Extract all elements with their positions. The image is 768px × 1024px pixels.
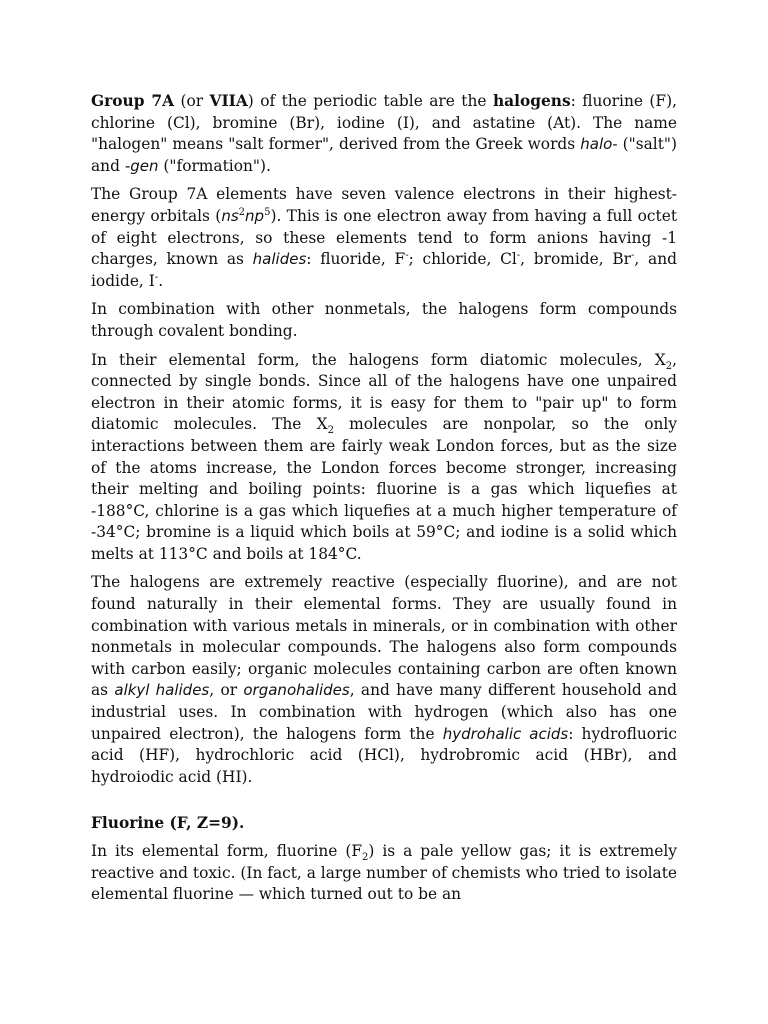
text-run: , bromide, Br	[520, 250, 632, 269]
charge-superscript: -	[405, 250, 409, 262]
text-run: , connected by single bonds. Since all of the halogens have one unpaired electron in their atomic forms, it is easy for them to "pair up" to form diatomic molecules. The X	[91, 350, 677, 434]
charge-superscript: -	[154, 271, 159, 283]
document-page	[91, 91, 677, 913]
text-run: In their elemental form, the halogens form diatomic molecules, X	[91, 350, 666, 369]
organohalides-term: organohalides	[243, 681, 350, 700]
text-run: , and iodide, I	[91, 250, 677, 290]
text-run: , and have many different household and industrial uses. In combination with hydrogen (which also has one unpaired electron), the halogens form the	[91, 681, 677, 743]
paragraph-intro	[91, 91, 677, 177]
paragraph-diatomic	[91, 350, 677, 566]
gen-term: -gen	[124, 156, 159, 175]
text-run: : fluorine (F), chlorine (Cl), bromine (Br), iodine (I), and astatine (At). The name "halogen" means "salt former", derived from the Greek words	[91, 92, 677, 154]
text-run: ) is a pale yellow gas; it is extremely reactive and toxic. (In fact, a large number of chemists who tried to isolate elemental fluorine — which turned out to be an	[91, 842, 677, 904]
text-run: In its elemental form, fluorine (F	[91, 842, 363, 860]
viia-term: VIIA	[209, 92, 248, 110]
subscript: 2	[362, 852, 369, 864]
halides-term: halides	[252, 250, 307, 269]
text-run: ). This is one electron away from having a full octet of eight electrons, so these elements tend to form anions having -1 charges, known as	[91, 206, 678, 269]
paragraph-valence	[91, 184, 677, 292]
paragraph-reactivity	[91, 572, 677, 788]
alkyl-halides-term: alkyl halides	[114, 681, 210, 700]
charge-superscript: -	[516, 250, 521, 262]
ns-term: ns	[221, 206, 239, 225]
section-gap	[91, 795, 677, 813]
group-7a-term: Group 7A	[91, 92, 175, 110]
text-run: - ("salt") and	[91, 135, 677, 175]
text-run: .	[158, 271, 164, 290]
text-run: (or	[174, 92, 210, 110]
section-heading-fluorine: Fluorine (F, Z=9).	[91, 814, 245, 833]
text-run: : hydrofluoric acid (HF), hydrochloric acid (HCl), hydrobromic acid (HBr), and hydroiodic acid (HI).	[91, 724, 677, 786]
text-run: ("formation").	[158, 156, 271, 175]
np-term: np	[245, 206, 265, 225]
text-run: , or	[209, 681, 244, 700]
charge-superscript: -	[631, 250, 635, 262]
text-run: The Group 7A elements have seven valence electrons in their highest-energy orbitals (	[91, 185, 677, 225]
paragraph-fluorine	[91, 841, 677, 906]
superscript: 5	[264, 206, 271, 218]
text-run: ) of the periodic table are the	[247, 92, 493, 110]
subscript: 2	[665, 360, 673, 372]
text-run: molecules are nonpolar, so the only interactions between them are fairly weak London forces, but as the size of the atoms increase, the London forces become stronger, increasing their melting and boiling points: fluorine is a gas which liquefies at -188°C, chlorine is a gas which liquefies at a much higher temperature of -34°C; bromine is a liquid which boils at 59°C; and iodine is a solid which melts at 113°C and boils at 184°C.	[91, 415, 678, 563]
hydrohalic-acids-term: hydrohalic acids	[442, 724, 569, 743]
paragraph-covalent: In combination with other nonmetals, the halogens form compounds through covalent bonding.	[91, 300, 677, 340]
subscript: 2	[327, 425, 334, 437]
superscript: 2	[238, 206, 246, 218]
text-run: : fluoride, F	[306, 250, 406, 269]
halogens-term: halogens	[492, 92, 571, 110]
text-run: The halogens are extremely reactive (especially fluorine), and are not found naturally in their elemental forms. They are usually found in combination with various metals in minerals, or in combination with other nonmetals in molecular compounds. The halogens also form compounds with carbon easily; organic molecules containing carbon are often known as	[91, 573, 677, 700]
halo-term: halo	[580, 135, 613, 154]
text-run: ; chloride, Cl	[408, 250, 517, 269]
